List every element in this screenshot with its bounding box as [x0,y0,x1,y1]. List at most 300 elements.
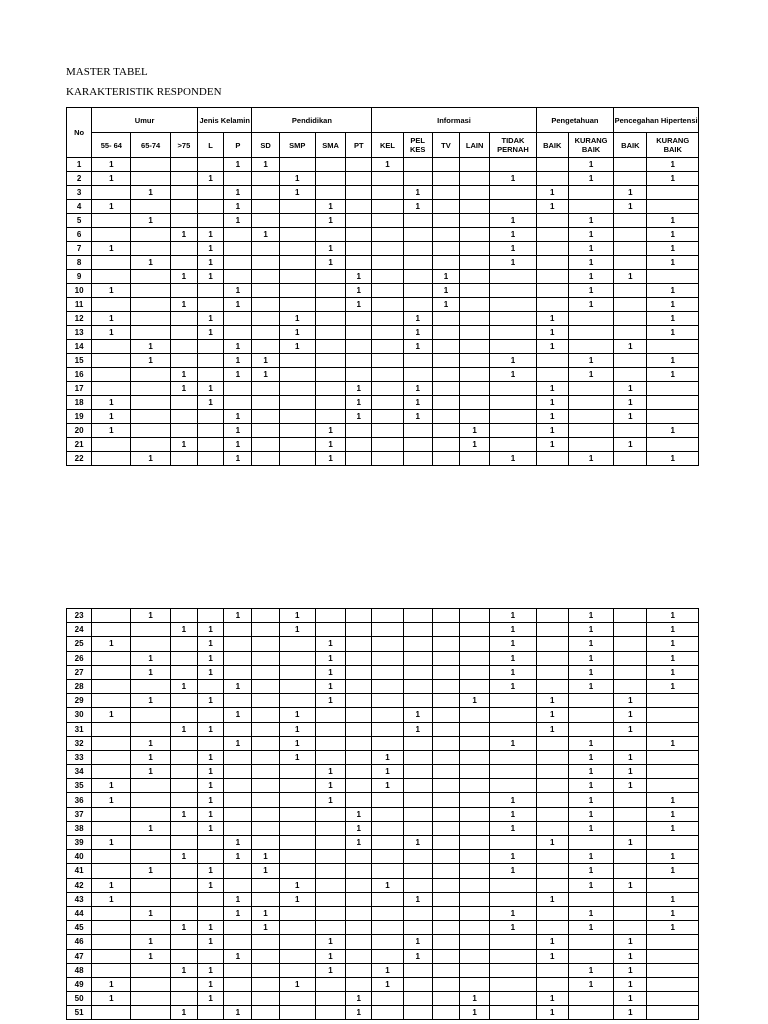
table-cell: 1 [647,424,699,438]
table-cell [252,836,279,850]
table-cell [252,340,279,354]
table-cell: 1 [92,637,131,651]
table-cell [614,864,647,878]
table-cell [432,921,459,935]
table-row [67,340,699,354]
table-cell: 1 [568,963,613,977]
table-cell [568,836,613,850]
table-row [67,864,699,878]
table-cell [432,864,459,878]
table-cell [315,396,345,410]
table-cell: 1 [279,977,315,991]
table-cell: 1 [403,836,432,850]
table-cell: 1 [490,906,536,920]
table-cell: 1 [568,172,613,186]
table-cell: 1 [279,722,315,736]
table-cell [372,679,403,693]
table-row [67,765,699,779]
table-cell: 1 [197,921,223,935]
table-cell: 1 [614,270,647,284]
table-cell [403,921,432,935]
row-number-cell: 35 [67,779,92,793]
table-cell: 1 [224,368,252,382]
table-cell [92,382,131,396]
col-pengetahuan-baik: BAIK [536,133,568,158]
table-cell [131,382,170,396]
table-cell [92,368,131,382]
table-cell [432,172,459,186]
table-cell [170,992,197,1006]
table-cell: 1 [647,793,699,807]
table-cell [170,892,197,906]
table-cell [252,878,279,892]
table-cell [315,878,345,892]
table-cell: 1 [131,949,170,963]
table-cell [432,200,459,214]
table-cell [372,609,403,623]
table-cell [432,340,459,354]
table-cell [459,637,489,651]
table-row [67,228,699,242]
table-cell [403,679,432,693]
table-cell: 1 [224,708,252,722]
table-cell [372,793,403,807]
table-cell [131,921,170,935]
row-number-cell: 24 [67,623,92,637]
table-cell [279,200,315,214]
table-cell: 1 [568,242,613,256]
table-cell: 1 [346,284,372,298]
table-cell: 1 [490,172,536,186]
table-cell [568,312,613,326]
table-cell [346,935,372,949]
table-cell: 1 [197,878,223,892]
table-cell: 1 [131,651,170,665]
table-cell [252,410,279,424]
table-cell: 1 [315,679,345,693]
table-cell [279,906,315,920]
table-cell: 1 [131,665,170,679]
table-cell: 1 [198,242,224,256]
table-cell: 1 [92,242,131,256]
table-cell: 1 [224,609,252,623]
table-cell [346,242,372,256]
table-cell: 1 [170,679,197,693]
table-cell [459,807,489,821]
table-cell: 1 [279,750,315,764]
table-cell: 1 [92,172,131,186]
table-cell: 1 [372,779,403,793]
table-cell [198,354,224,368]
table-cell [170,410,197,424]
table-cell [432,382,459,396]
table-cell: 1 [315,765,345,779]
table-cell [279,256,315,270]
table-cell [490,949,536,963]
row-number-cell: 37 [67,807,92,821]
table-cell: 1 [224,452,252,466]
table-cell [131,892,170,906]
table-cell [92,679,131,693]
table-cell [432,878,459,892]
table-cell [279,214,315,228]
table-cell [224,623,252,637]
table-cell [131,172,170,186]
table-cell [647,382,699,396]
table-cell: 1 [403,892,432,906]
table-cell [490,298,536,312]
table-cell [315,921,345,935]
table-row [67,779,699,793]
table-cell: 1 [490,637,536,651]
table-row [67,850,699,864]
table-cell [346,665,372,679]
table-cell [315,368,345,382]
table-cell [490,878,536,892]
table-cell: 1 [279,708,315,722]
table-cell [279,992,315,1006]
table-cell: 1 [568,609,613,623]
table-cell [614,228,647,242]
table-cell [372,807,403,821]
table-row [67,396,699,410]
table-cell: 1 [536,382,568,396]
table-cell [131,807,170,821]
table-cell [92,821,131,835]
row-number-cell: 42 [67,878,92,892]
table-cell [372,694,403,708]
table-row [67,892,699,906]
table-cell [614,850,647,864]
row-number-cell: 44 [67,906,92,920]
table-cell [490,326,536,340]
table-cell: 1 [568,807,613,821]
table-cell [614,623,647,637]
table-cell [459,779,489,793]
table-cell [170,821,197,835]
table-cell [403,963,432,977]
table-cell: 1 [614,708,647,722]
table-cell [403,172,432,186]
table-cell: 1 [403,326,432,340]
table-cell [432,312,459,326]
table-cell [279,1006,315,1020]
table-cell: 1 [568,977,613,991]
table-cell: 1 [568,779,613,793]
table-cell [346,864,372,878]
table-cell [432,326,459,340]
table-cell [432,949,459,963]
table-cell: 1 [568,878,613,892]
table-cell [279,354,315,368]
table-cell [403,793,432,807]
table-cell: 1 [568,665,613,679]
table-cell [252,736,279,750]
table-cell: 1 [252,906,279,920]
table-cell [346,977,372,991]
col-pt: PT [346,133,372,158]
table-cell [279,665,315,679]
table-cell: 1 [568,906,613,920]
table-cell [403,850,432,864]
table-cell [224,921,252,935]
table-cell [647,186,699,200]
table-cell [372,708,403,722]
group-pengetahuan: Pengetahuan [536,108,614,133]
table-cell [198,340,224,354]
table-cell: 1 [170,438,197,452]
table-cell [459,892,489,906]
table-row [67,200,699,214]
table-cell [432,765,459,779]
table-cell [614,298,647,312]
table-cell: 1 [536,722,568,736]
table-cell [92,963,131,977]
table-cell: 1 [536,694,568,708]
table-cell [372,949,403,963]
table-row [67,921,699,935]
table-cell [224,396,252,410]
table-row [67,694,699,708]
group-informasi: Informasi [372,108,536,133]
table-cell [372,312,403,326]
row-number-cell: 16 [67,368,92,382]
table-cell [315,736,345,750]
table-cell [92,1006,131,1020]
table-cell: 1 [315,200,345,214]
table-cell [92,609,131,623]
table-cell [372,1006,403,1020]
table-cell [198,158,224,172]
table-cell [131,708,170,722]
row-number-cell: 29 [67,694,92,708]
table-cell: 1 [568,368,613,382]
table-cell: 1 [131,214,170,228]
table-row [67,284,699,298]
table-cell [252,242,279,256]
table-cell [536,665,568,679]
table-cell [432,186,459,200]
table-cell [224,270,252,284]
table-cell: 1 [614,963,647,977]
table-cell [459,765,489,779]
table-cell [432,992,459,1006]
table-cell [459,850,489,864]
table-cell [198,410,224,424]
col-p: P [224,133,252,158]
table-cell [432,963,459,977]
table-cell: 1 [224,424,252,438]
table-row [67,878,699,892]
table-cell [459,679,489,693]
table-cell: 1 [568,921,613,935]
table-cell [346,214,372,228]
table-cell [403,609,432,623]
table-cell: 1 [315,949,345,963]
table-cell: 1 [490,228,536,242]
table-cell [315,326,345,340]
table-cell: 1 [568,158,613,172]
table-cell: 1 [568,736,613,750]
table-cell [279,242,315,256]
table-row [67,963,699,977]
table-cell [170,637,197,651]
table-cell [536,750,568,764]
table-cell [432,651,459,665]
table-cell [198,452,224,466]
table-cell: 1 [490,679,536,693]
table-cell [252,214,279,228]
row-number-cell: 25 [67,637,92,651]
table-cell: 1 [197,807,223,821]
table-cell [346,200,372,214]
table-cell [459,949,489,963]
table-cell [198,214,224,228]
table-cell [170,452,197,466]
table-cell [252,708,279,722]
table-cell: 1 [315,242,345,256]
table-cell [224,312,252,326]
table-cell [614,452,647,466]
table-row [67,992,699,1006]
table-cell: 1 [346,836,372,850]
table-cell: 1 [403,722,432,736]
table-cell [490,158,536,172]
row-number-cell: 40 [67,850,92,864]
table-cell [92,921,131,935]
table-cell [170,424,197,438]
table-cell: 1 [647,651,699,665]
table-cell: 1 [647,864,699,878]
table-row [67,807,699,821]
table-cell [614,665,647,679]
table-cell [432,410,459,424]
table-cell [490,977,536,991]
table-cell [224,256,252,270]
table-cell: 1 [490,354,536,368]
table-cell [92,750,131,764]
table-cell: 1 [315,424,345,438]
table-cell [460,256,490,270]
table-cell [346,326,372,340]
table-cell: 1 [252,864,279,878]
table-cell [459,665,489,679]
table-cell [252,1006,279,1020]
table-row [67,977,699,991]
row-number-cell: 28 [67,679,92,693]
table-cell: 1 [536,935,568,949]
table-cell [432,779,459,793]
table-cell [536,609,568,623]
table-cell [459,708,489,722]
table-cell: 1 [490,807,536,821]
table-cell [403,807,432,821]
table-cell [279,452,315,466]
table-cell: 1 [403,340,432,354]
table-cell [279,807,315,821]
table-cell: 1 [647,214,699,228]
table-cell [346,186,372,200]
table-cell: 1 [170,1006,197,1020]
table-cell [568,410,613,424]
col-pencegahan-kurang-baik: KURANG BAIK [647,133,699,158]
table-cell [490,270,536,284]
table-cell: 1 [403,200,432,214]
table-cell [346,228,372,242]
table-cell [315,609,345,623]
table-cell [198,368,224,382]
table-cell [346,921,372,935]
table-cell: 1 [92,836,131,850]
table-cell: 1 [197,694,223,708]
table-cell: 1 [403,396,432,410]
table-cell [372,850,403,864]
table-cell [403,779,432,793]
table-cell [315,354,345,368]
table-cell: 1 [170,722,197,736]
table-cell [170,708,197,722]
table-cell [92,722,131,736]
table-cell: 1 [372,158,403,172]
row-number-cell: 45 [67,921,92,935]
table-cell [432,708,459,722]
table-cell [490,200,536,214]
table-cell [346,354,372,368]
table-cell: 1 [568,228,613,242]
table-cell [460,172,490,186]
table-cell [279,228,315,242]
table-cell [252,270,279,284]
table-cell [279,637,315,651]
table-cell [372,228,403,242]
table-cell [403,736,432,750]
table-cell: 1 [252,921,279,935]
table-cell: 1 [346,410,372,424]
row-number-cell: 36 [67,793,92,807]
table-cell: 1 [197,935,223,949]
table-cell [131,424,170,438]
table-row [67,214,699,228]
table-cell: 1 [568,637,613,651]
table-cell [92,736,131,750]
col-lain: LAIN [460,133,490,158]
table-cell [614,424,647,438]
table-cell [170,736,197,750]
table-cell: 1 [197,623,223,637]
table-cell [315,284,345,298]
table-cell [536,850,568,864]
table-cell [372,242,403,256]
row-number-cell: 6 [67,228,92,242]
table-cell [170,396,197,410]
table-cell [568,949,613,963]
col-umur-75: >75 [170,133,197,158]
table-cell [647,836,699,850]
table-cell [170,665,197,679]
table-cell: 1 [536,424,568,438]
table-cell: 1 [198,396,224,410]
table-cell [432,977,459,991]
col-pengetahuan-kurang-baik: KURANG BAIK [568,133,613,158]
table-cell: 1 [170,963,197,977]
table-cell [490,765,536,779]
row-number-cell: 32 [67,736,92,750]
table-cell [92,850,131,864]
table-cell [372,424,403,438]
table-cell [460,410,490,424]
table-cell: 1 [131,256,170,270]
table-cell [372,864,403,878]
